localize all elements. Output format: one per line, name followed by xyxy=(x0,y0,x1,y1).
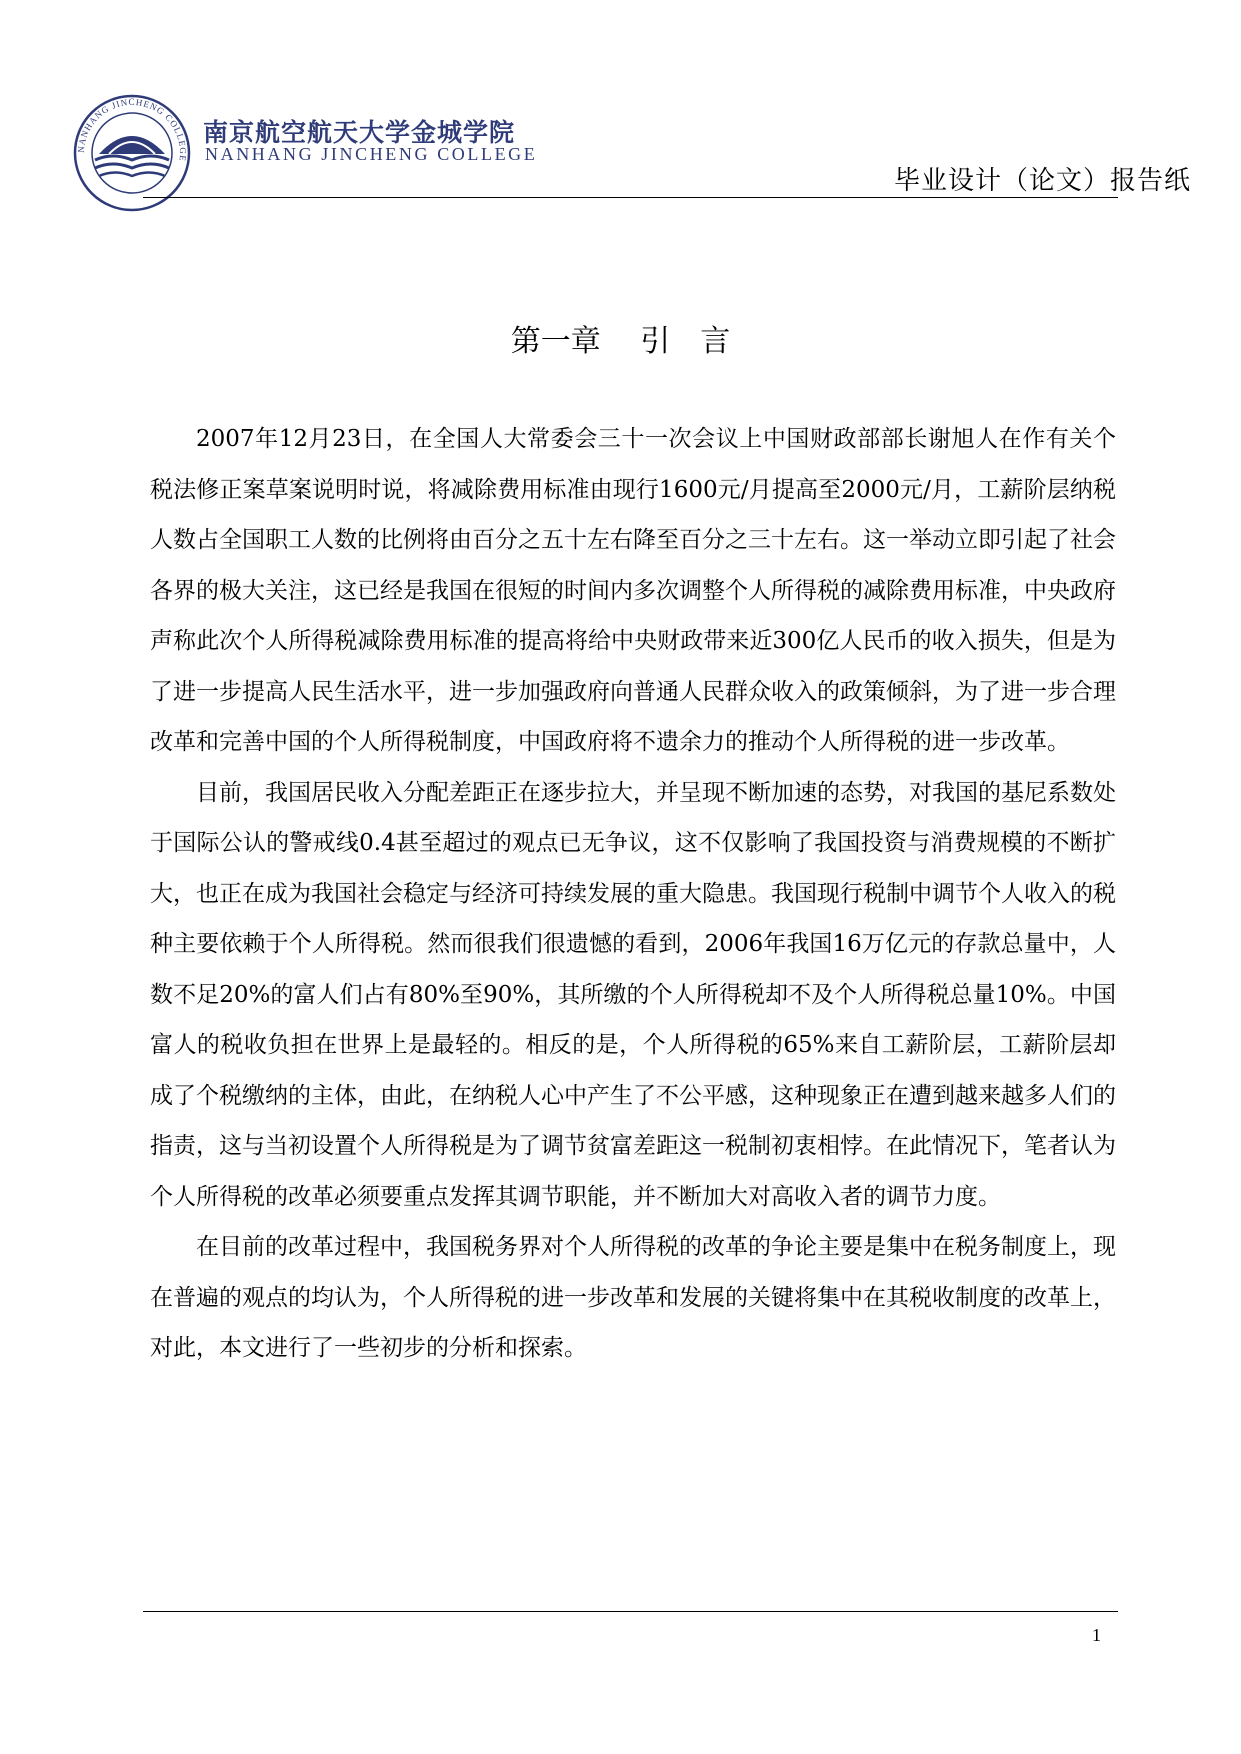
seal-text: NANHANG JINCHENG COLLEGE xyxy=(75,96,189,163)
paragraph: 目前，我国居民收入分配差距正在逐步拉大，并呈现不断加速的态势，对我国的基尼系数处于国际公认的警戒线0.4甚至超过的观点已无争议，这不仅影响了我国投资与消费规模的不断扩大，也正在成为我国社会稳定与经济可持续发展的重大隐患。我国现行税制中调节个人收入的税种主要依赖于个人所得税。然而很我们很遗憾的看到，2006年我国16万亿元的存款总量中，人数不足20%的富人们占有80%至90%，其所缴的个人所得税却不及个人所得税总量10%。中国富人的税收负担在世界上是最轻的。相反的是，个人所得税的65%来自工薪阶层，工薪阶层却成了个税缴纳的主体，由此，在纳税人心中产生了不公平感，这种现象正在遭到越来越多人们的指责，这与当初设置个人所得税是为了调节贫富差距这一税制初衷相悖。在此情况下，笔者认为个人所得税的改革必须要重点发挥其调节职能，并不断加大对高收入者的调节力度。 xyxy=(150,779,1116,1210)
logo-name-cn: 南京航空航天大学金城学院 xyxy=(203,118,516,147)
chapter-title: 第一章 引 言 xyxy=(510,324,731,359)
college-seal-icon xyxy=(73,94,191,212)
paragraph: 在目前的改革过程中，我国税务界对个人所得税的改革的争论主要是集中在税务制度上，现在普遍的观点的均认为，个人所得税的进一步改革和发展的关键将集中在其税收制度的改革上，对此，本文进行了一些初步的分析和探索。 xyxy=(150,1234,1116,1361)
header-title: 毕业设计（论文）报告纸 xyxy=(893,166,1191,196)
footer-divider xyxy=(143,1611,1118,1612)
body-text xyxy=(150,414,1116,1374)
logo-name-en: NANHANG JINCHENG COLLEGE xyxy=(205,144,538,164)
paragraph: 2007年12月23日，在全国人大常委会三十一次会议上中国财政部部长谢旭人在作有关个税法修正案草案说明时说，将减除费用标准由现行1600元/月提高至2000元/月，工薪阶层纳税人数占全国职工人数的比例将由百分之五十左右降至百分之三十左右。这一举动立即引起了社会各界的极大关注，这已经是我国在很短的时间内多次调整个人所得税的减除费用标准，中央政府声称此次个人所得税减除费用标准的提高将给中央财政带来近300亿人民币的收入损失，但是为了进一步提高人民生活水平，进一步加强政府向普通人民群众收入的政策倾斜，为了进一步合理改革和完善中国的个人所得税制度，中国政府将不遗余力的推动个人所得税的进一步改革。 xyxy=(150,426,1116,755)
page-number: 1 xyxy=(1092,1625,1101,1645)
header-divider xyxy=(143,197,1118,198)
